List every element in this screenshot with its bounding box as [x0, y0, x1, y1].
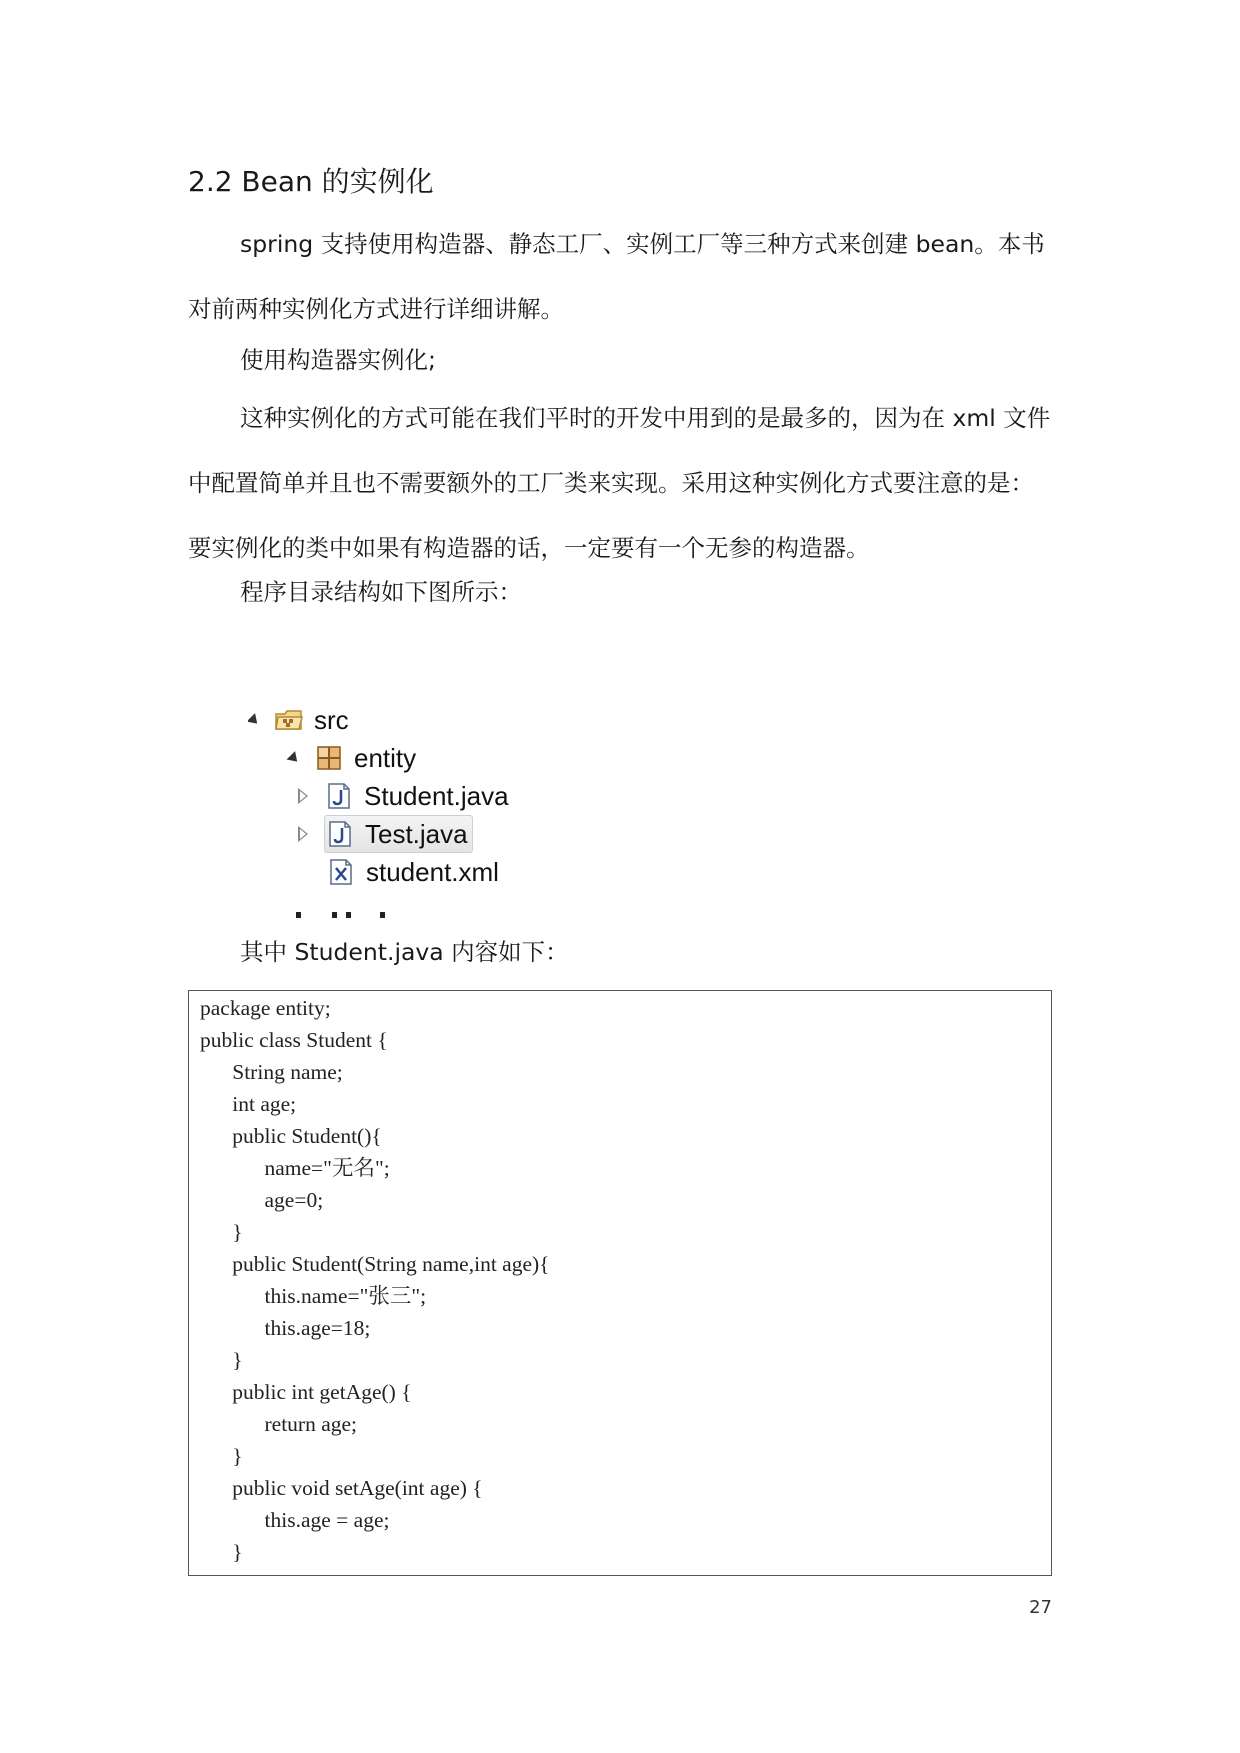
code-line: public Student(String name,int age){ [200, 1252, 550, 1276]
code-line: this.age = age; [200, 1508, 390, 1532]
tree-item-label: entity [354, 742, 417, 773]
cropped-tree-item [296, 912, 386, 918]
code-line: } [200, 1348, 243, 1372]
tree-item-entity[interactable] [288, 738, 416, 778]
constructor-description: 这种实例化的方式可能在我们平时的开发中用到的是最多的，因为在 xml 文件中配置简单并且也不需要额外的工厂类来实现。采用这种实例化方式要注意的是：要实例化的类中如果有构造器的话，一定要有一个无参的构造器。 [188, 404, 1051, 562]
java-file-icon [325, 819, 355, 849]
code-line: int age; [200, 1092, 297, 1116]
code-line: package entity; [200, 996, 331, 1020]
tree-item-src[interactable] [248, 700, 349, 740]
collapse-arrow-icon[interactable] [298, 788, 308, 804]
tree-item-label: Test.java [365, 818, 468, 849]
intro-paragraph: spring 支持使用构造器、静态工厂、实例工厂等三种方式来创建 bean。本书对前两种实例化方式进行详细讲解。 [188, 230, 1045, 323]
code-block [188, 990, 1052, 1576]
code-line: } [200, 1220, 243, 1244]
tree-item-label: src [314, 704, 349, 735]
code-line: name="无名"; [200, 1156, 390, 1180]
package-icon [314, 743, 344, 773]
project-file-tree [248, 700, 568, 918]
page-number: 27 [1029, 1597, 1052, 1618]
code-line: } [200, 1444, 243, 1468]
code-line: return age; [200, 1412, 358, 1436]
expand-arrow-icon[interactable] [248, 713, 261, 728]
java-file-icon [324, 781, 354, 811]
tree-item-label: Student.java [364, 780, 509, 811]
code-line: this.age=18; [200, 1316, 371, 1340]
tree-caption: 程序目录结构如下图所示： [240, 578, 522, 606]
code-caption: 其中 Student.java 内容如下： [240, 938, 569, 966]
xml-file-icon [326, 857, 356, 887]
source-folder-icon [274, 705, 304, 735]
code-line: public int getAge() { [200, 1380, 412, 1404]
collapse-arrow-icon[interactable] [298, 826, 308, 842]
expand-arrow-icon[interactable] [287, 751, 302, 766]
tree-item-test-java[interactable] [298, 814, 473, 854]
code-line: String name; [200, 1060, 343, 1084]
code-line: } [200, 1540, 243, 1564]
tree-item-label: student.xml [366, 856, 499, 887]
constructor-subheading: 使用构造器实例化; [240, 346, 436, 374]
code-line: this.name="张三"; [200, 1284, 427, 1308]
code-line: age=0; [200, 1188, 324, 1212]
selection-highlight[interactable] [324, 815, 473, 853]
section-heading: 2.2 Bean 的实例化 [188, 165, 434, 198]
code-line: public class Student { [200, 1028, 388, 1052]
code-line: public void setAge(int age) { [200, 1476, 483, 1500]
tree-item-student-xml[interactable] [326, 852, 499, 892]
code-line: public Student(){ [200, 1124, 382, 1148]
tree-item-student-java[interactable] [298, 776, 509, 816]
